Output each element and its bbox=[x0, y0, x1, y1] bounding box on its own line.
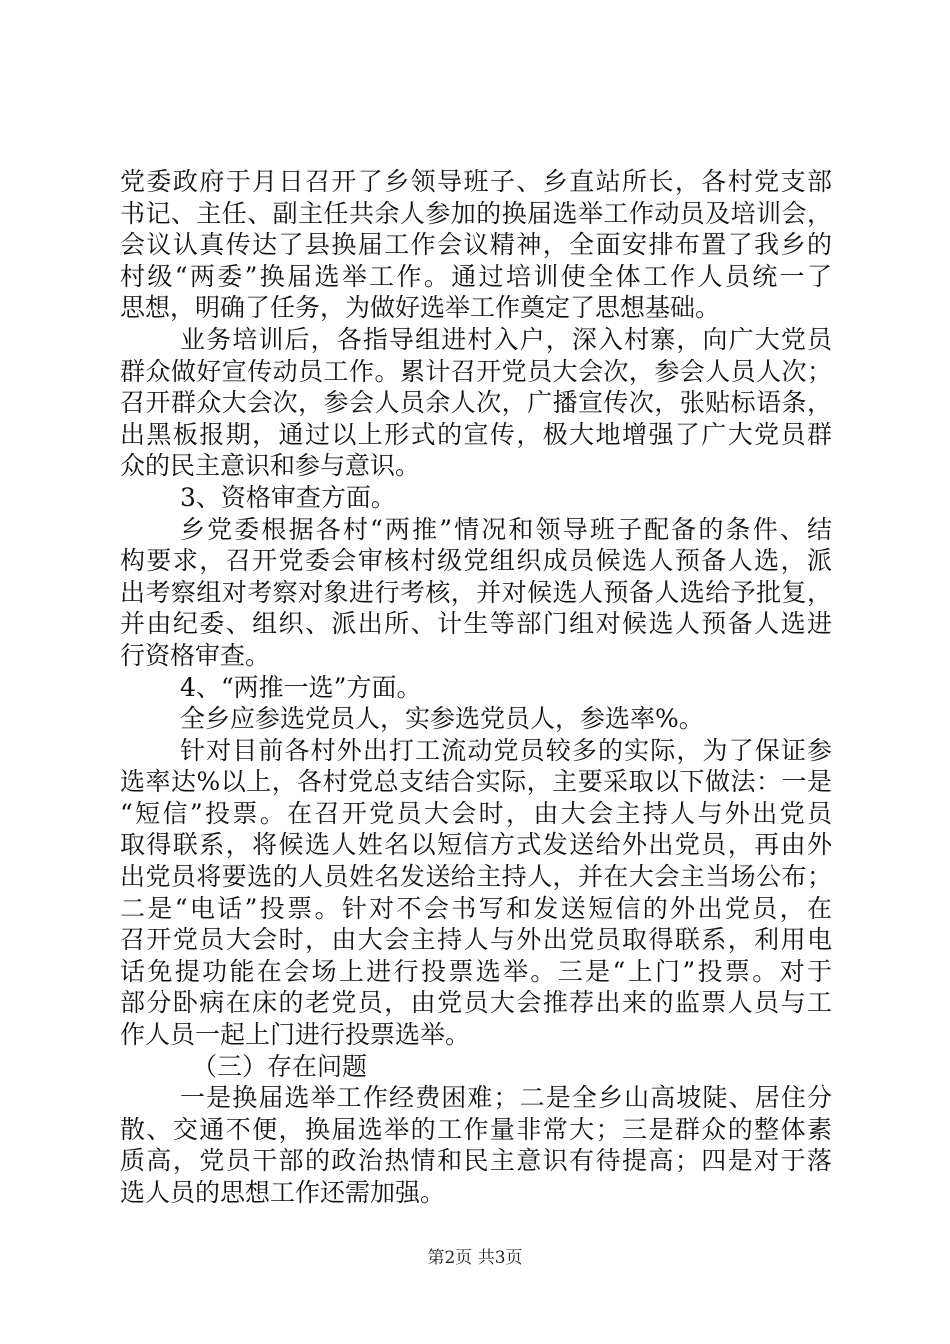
paragraph-line: 众的民主意识和参与意识。 bbox=[120, 451, 421, 481]
paragraph-line: 选人员的思想工作还需加强。 bbox=[120, 1178, 446, 1207]
paragraph-line: 质高，党员干部的政治热情和民主意识有待提高；四是对于落 bbox=[120, 1146, 832, 1176]
document-body bbox=[120, 166, 832, 1209]
paragraph-line: 并由纪委、组织、派出所、计生等部门组对候选人预备人选进 bbox=[120, 609, 832, 639]
paragraph-line: 取得联系，将候选人姓名以短信方式发送给外出党员，再由外 bbox=[120, 830, 832, 860]
paragraph-line: 党委政府于月日召开了乡领导班子、乡直站所长，各村党支部 bbox=[120, 167, 832, 196]
paragraph-line: 召开群众大会次，参会人员余人次，广播宣传次，张贴标语条， bbox=[120, 388, 832, 418]
paragraph-line: 书记、主任、副主任共余人参加的换届选举工作动员及培训会， bbox=[120, 198, 832, 228]
paragraph-line: 业务培训后，各指导组进村入户，深入村寨，向广大党员 bbox=[180, 324, 832, 354]
paragraph-line: 群众做好宣传动员工作。累计召开党员大会次，参会人员人次； bbox=[120, 356, 832, 386]
paragraph-line: 出党员将要选的人员姓名发送给主持人，并在大会主当场公布； bbox=[120, 862, 832, 892]
paragraph-line: 一是换届选举工作经费困难；二是全乡山高坡陡、居住分 bbox=[180, 1083, 832, 1113]
paragraph-line: 召开党员大会时，由大会主持人与外出党员取得联系，利用电 bbox=[120, 925, 832, 955]
paragraph-line: “短信”投票。在召开党员大会时，由大会主持人与外出党员 bbox=[120, 798, 832, 828]
paragraph-line: 选率达%以上，各村党总支结合实际，主要采取以下做法：一是 bbox=[120, 767, 832, 797]
page-footer: 第2页 共3页 bbox=[427, 1248, 523, 1268]
paragraph-line: 作人员一起上门进行投票选举。 bbox=[120, 1020, 471, 1050]
paragraph-line: 话免提功能在会场上进行投票选举。三是“上门”投票。对于 bbox=[120, 956, 832, 986]
paragraph-line: 全乡应参选党员人，实参选党员人，参选率%。 bbox=[180, 704, 704, 734]
paragraph-line: 乡党委根据各村“两推”情况和领导班子配备的条件、结 bbox=[180, 514, 832, 544]
paragraph-line: 二是“电话”投票。针对不会书写和发送短信的外出党员，在 bbox=[120, 893, 832, 923]
paragraph-line: 出黑板报期，通过以上形式的宣传，极大地增强了广大党员群 bbox=[120, 419, 832, 449]
section-heading: （三）存在问题 bbox=[192, 1051, 368, 1081]
paragraph-line: 出考察组对考察对象进行考核，并对候选人预备人选给予批复， bbox=[120, 577, 832, 607]
paragraph-line: 会议认真传达了县换届工作会议精神，全面安排布置了我乡的 bbox=[120, 230, 832, 260]
paragraph-line: 针对目前各村外出打工流动党员较多的实际，为了保证参 bbox=[180, 735, 832, 765]
section-heading: 3、资格审查方面。 bbox=[180, 482, 396, 512]
section-heading: 4、“两推一选”方面。 bbox=[180, 672, 422, 702]
paragraph-line: 构要求，召开党委会审核村级党组织成员候选人预备人选，派 bbox=[120, 546, 832, 576]
paragraph-line: 村级“两委”换届选举工作。通过培训使全体工作人员统一了 bbox=[120, 261, 832, 291]
paragraph-line: 思想，明确了任务，为做好选举工作奠定了思想基础。 bbox=[120, 293, 721, 323]
paragraph-line: 部分卧病在床的老党员，由党员大会推荐出来的监票人员与工 bbox=[120, 988, 832, 1018]
paragraph-line: 散、交通不便，换届选举的工作量非常大；三是群众的整体素 bbox=[120, 1114, 832, 1144]
paragraph-line: 行资格审查。 bbox=[120, 640, 271, 670]
